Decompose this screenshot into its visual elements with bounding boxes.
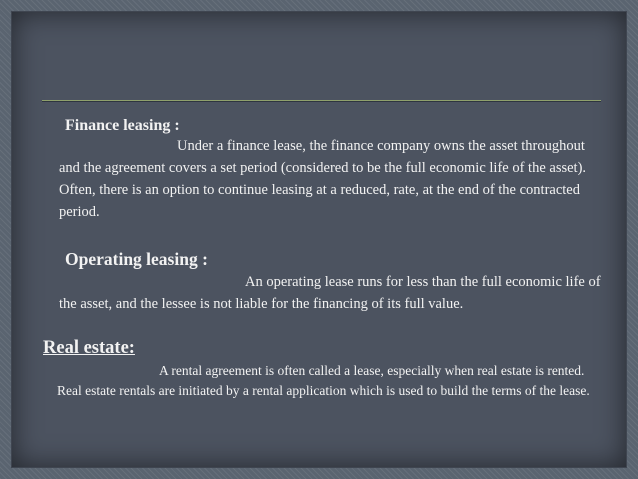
section-finance-leasing bbox=[59, 115, 599, 223]
section-body-text: An operating lease runs for less than the full economic life of the asset, and the lessee is not liable for the financing of its full value. bbox=[59, 274, 601, 312]
section-heading: Finance leasing : bbox=[65, 117, 180, 134]
section-body bbox=[43, 361, 599, 401]
slide bbox=[11, 11, 627, 468]
section-operating-leasing bbox=[59, 247, 619, 315]
section-heading: Operating leasing : bbox=[65, 249, 208, 269]
section-heading: Real estate: bbox=[43, 338, 135, 358]
section-body bbox=[59, 135, 599, 223]
section-real-estate bbox=[43, 335, 599, 401]
section-body-text: A rental agreement is often called a lease, especially when real estate is rented. Real estate rentals are initiated by a rental application which is used to build the terms of the lease. bbox=[57, 363, 590, 398]
section-body-text: Under a finance lease, the finance company owns the asset throughout and the agreement covers a set period (considered to be the full economic life of the asset). Often, there is an option to continue leasing at a reduced, rate, at the end of the contracted period. bbox=[59, 138, 587, 220]
title-divider bbox=[42, 100, 601, 102]
section-body bbox=[59, 271, 619, 315]
